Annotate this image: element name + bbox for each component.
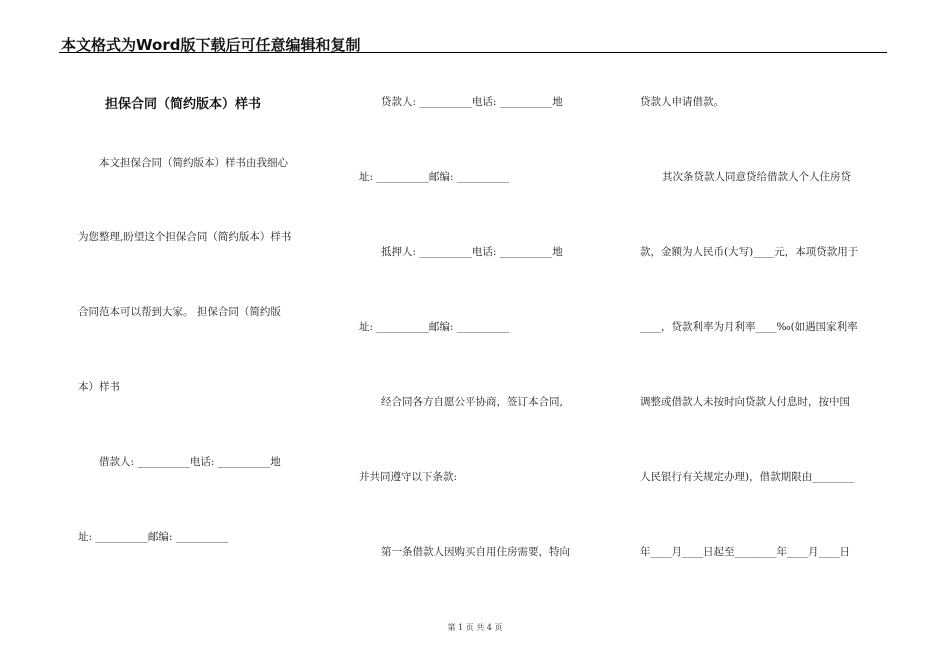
col1-line-2: 为您整理,盼望这个担保合同（简约版本）样书 [78,231,292,243]
col1-line-5: 借款人: __________电话: __________地 [99,456,281,468]
col2-line-5: 经合同各方自愿公平协商，签订本合同, [381,396,563,408]
col3-line-1: 贷款人申请借款。 [640,96,724,108]
col1-line-1: 本文担保合同（简约版本）样书由我细心 [99,157,288,169]
col3-line-6: 人民银行有关规定办理)，借款期限由________ [640,471,855,483]
col2-line-1: 贷款人: __________电话: __________地 [381,96,563,108]
col3-line-7: 年____月____日起至________年____月____日 [640,546,850,558]
header-divider [59,52,887,53]
col2-line-2: 址: __________邮编: __________ [359,171,510,183]
col1-line-6: 址: __________邮编: __________ [78,531,229,543]
col2-line-7: 第一条借款人因购买自用住房需要，特向 [381,546,570,558]
document-title: 担保合同（简约版本）样书 [105,97,262,112]
col1-line-3: 合同范本可以帮到大家。 担保合同（简约版 [78,306,281,318]
col1-line-4: 本）样书 [78,381,120,393]
col3-line-2: 其次条贷款人同意贷给借款人个人住房贷 [662,171,851,183]
col2-line-6: 并共同遵守以下条款: [359,471,458,483]
col3-line-5: 调整或借款人未按时向贷款人付息时，按中国 [640,396,850,408]
col2-line-4: 址: __________邮编: __________ [359,321,510,333]
col3-line-3: 款，金额为人民币(大写)____元，本项贷款用于 [640,246,859,258]
page-number: 第 1 页 共 4 页 [447,623,503,632]
col2-line-3: 抵押人: __________电话: __________地 [381,246,563,258]
document-header: 本文格式为Word版下载后可任意编辑和复制 [61,36,361,54]
col3-line-4: ____，贷款利率为月利率____‰(如遇国家利率 [640,321,858,333]
